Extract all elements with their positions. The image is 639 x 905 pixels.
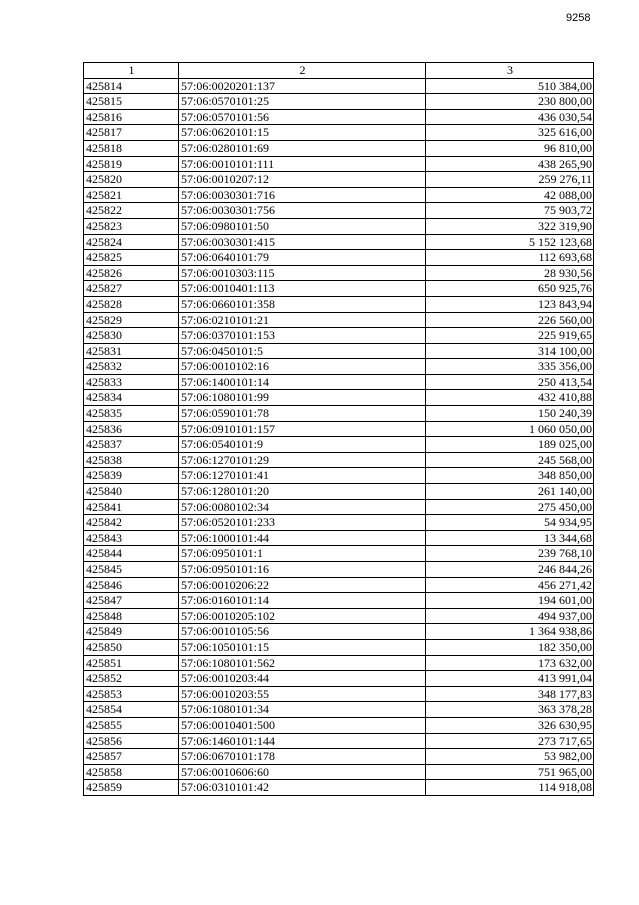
value-cell: 413 991,04 (426, 671, 594, 687)
row-number-cell: 425818 (84, 140, 179, 156)
table-row (84, 749, 594, 765)
row-number-cell: 425851 (84, 655, 179, 671)
value-cell: 432 410,88 (426, 390, 594, 406)
row-number-cell: 425821 (84, 187, 179, 203)
value-cell: 182 350,00 (426, 639, 594, 655)
row-number-cell: 425833 (84, 374, 179, 390)
cadastral-number-cell: 57:06:0540101:9 (179, 437, 426, 453)
row-number-cell: 425847 (84, 593, 179, 609)
cadastral-number-cell: 57:06:0020201:137 (179, 78, 426, 94)
value-cell: 225 919,65 (426, 328, 594, 344)
value-cell: 75 903,72 (426, 203, 594, 219)
table-row (84, 234, 594, 250)
value-cell: 438 265,90 (426, 156, 594, 172)
value-cell: 1 060 050,00 (426, 421, 594, 437)
row-number-cell: 425827 (84, 281, 179, 297)
column-header-2: 2 (179, 63, 426, 79)
cadastral-number-cell: 57:06:0370101:153 (179, 328, 426, 344)
row-number-cell: 425826 (84, 265, 179, 281)
table-row (84, 343, 594, 359)
value-cell: 13 344,68 (426, 530, 594, 546)
row-number-cell: 425823 (84, 218, 179, 234)
table-row (84, 187, 594, 203)
row-number-cell: 425814 (84, 78, 179, 94)
row-number-cell: 425817 (84, 125, 179, 141)
cadastral-number-cell: 57:06:0640101:79 (179, 250, 426, 266)
table-row (84, 608, 594, 624)
value-cell: 239 768,10 (426, 546, 594, 562)
row-number-cell: 425816 (84, 109, 179, 125)
value-cell: 436 030,54 (426, 109, 594, 125)
row-number-cell: 425854 (84, 702, 179, 718)
row-number-cell: 425822 (84, 203, 179, 219)
cadastral-number-cell: 57:06:0670101:178 (179, 749, 426, 765)
table-row (84, 686, 594, 702)
row-number-cell: 425846 (84, 577, 179, 593)
table-row (84, 218, 594, 234)
value-cell: 53 982,00 (426, 749, 594, 765)
value-cell: 510 384,00 (426, 78, 594, 94)
value-cell: 173 632,00 (426, 655, 594, 671)
table-row (84, 671, 594, 687)
cadastral-number-cell: 57:06:1270101:29 (179, 452, 426, 468)
value-cell: 325 616,00 (426, 125, 594, 141)
table-row (84, 172, 594, 188)
value-cell: 494 937,00 (426, 608, 594, 624)
table-row (84, 764, 594, 780)
cadastral-number-cell: 57:06:0950101:16 (179, 562, 426, 578)
cadastral-number-cell: 57:06:0010303:115 (179, 265, 426, 281)
value-cell: 150 240,39 (426, 406, 594, 422)
cadastral-number-cell: 57:06:0010105:56 (179, 624, 426, 640)
row-number-cell: 425856 (84, 733, 179, 749)
row-number-cell: 425843 (84, 530, 179, 546)
row-number-cell: 425840 (84, 484, 179, 500)
row-number-cell: 425849 (84, 624, 179, 640)
row-number-cell: 425838 (84, 452, 179, 468)
table-row (84, 452, 594, 468)
value-cell: 348 177,83 (426, 686, 594, 702)
table-row (84, 374, 594, 390)
value-cell: 114 918,08 (426, 780, 594, 796)
cadastral-number-cell: 57:06:1460101:144 (179, 733, 426, 749)
table-row (84, 281, 594, 297)
table-row (84, 484, 594, 500)
table-row (84, 515, 594, 531)
cadastral-number-cell: 57:06:0910101:157 (179, 421, 426, 437)
table-row (84, 265, 594, 281)
row-number-cell: 425831 (84, 343, 179, 359)
row-number-cell: 425828 (84, 296, 179, 312)
row-number-cell: 425837 (84, 437, 179, 453)
cadastral-number-cell: 57:06:1280101:20 (179, 484, 426, 500)
value-cell: 96 810,00 (426, 140, 594, 156)
table-row (84, 530, 594, 546)
cadastral-number-cell: 57:06:0010101:111 (179, 156, 426, 172)
cadastral-number-cell: 57:06:1080101:99 (179, 390, 426, 406)
table-row (84, 733, 594, 749)
row-number-cell: 425857 (84, 749, 179, 765)
value-cell: 28 930,56 (426, 265, 594, 281)
value-cell: 189 025,00 (426, 437, 594, 453)
value-cell: 259 276,11 (426, 172, 594, 188)
table-row (84, 655, 594, 671)
table-row (84, 780, 594, 796)
value-cell: 261 140,00 (426, 484, 594, 500)
table-header-row (84, 63, 594, 79)
table-row (84, 312, 594, 328)
cadastral-number-cell: 57:06:0010401:500 (179, 717, 426, 733)
cadastral-number-cell: 57:06:0520101:233 (179, 515, 426, 531)
row-number-cell: 425858 (84, 764, 179, 780)
value-cell: 245 568,00 (426, 452, 594, 468)
row-number-cell: 425859 (84, 780, 179, 796)
cadastral-number-cell: 57:06:0660101:358 (179, 296, 426, 312)
cadastral-number-cell: 57:06:0010606:60 (179, 764, 426, 780)
table-row (84, 546, 594, 562)
value-cell: 348 850,00 (426, 468, 594, 484)
row-number-cell: 425820 (84, 172, 179, 188)
table-row (84, 78, 594, 94)
value-cell: 363 378,28 (426, 702, 594, 718)
table-row (84, 702, 594, 718)
row-number-cell: 425848 (84, 608, 179, 624)
cadastral-number-cell: 57:06:0010203:44 (179, 671, 426, 687)
row-number-cell: 425815 (84, 94, 179, 110)
value-cell: 273 717,65 (426, 733, 594, 749)
cadastral-number-cell: 57:06:0980101:50 (179, 218, 426, 234)
table-row (84, 421, 594, 437)
row-number-cell: 425855 (84, 717, 179, 733)
cadastral-number-cell: 57:06:0620101:15 (179, 125, 426, 141)
row-number-cell: 425829 (84, 312, 179, 328)
cadastral-number-cell: 57:06:1050101:15 (179, 639, 426, 655)
row-number-cell: 425852 (84, 671, 179, 687)
table-row (84, 109, 594, 125)
column-header-1: 1 (84, 63, 179, 79)
row-number-cell: 425853 (84, 686, 179, 702)
value-cell: 250 413,54 (426, 374, 594, 390)
table-row (84, 639, 594, 655)
cadastral-number-cell: 57:06:1270101:41 (179, 468, 426, 484)
cadastral-number-cell: 57:06:0210101:21 (179, 312, 426, 328)
row-number-cell: 425835 (84, 406, 179, 422)
value-cell: 456 271,42 (426, 577, 594, 593)
row-number-cell: 425824 (84, 234, 179, 250)
table-row (84, 624, 594, 640)
cadastral-number-cell: 57:06:0030301:756 (179, 203, 426, 219)
table-body (84, 78, 594, 795)
row-number-cell: 425830 (84, 328, 179, 344)
page-number: 9258 (566, 12, 591, 24)
cadastral-number-cell: 57:06:0080102:34 (179, 499, 426, 515)
value-cell: 5 152 123,68 (426, 234, 594, 250)
table-row (84, 359, 594, 375)
row-number-cell: 425832 (84, 359, 179, 375)
value-cell: 112 693,68 (426, 250, 594, 266)
cadastral-number-cell: 57:06:0030301:415 (179, 234, 426, 250)
cadastral-number-cell: 57:06:0570101:56 (179, 109, 426, 125)
table-row (84, 577, 594, 593)
table-row (84, 328, 594, 344)
table-row (84, 140, 594, 156)
value-cell: 275 450,00 (426, 499, 594, 515)
cadastral-number-cell: 57:06:0010401:113 (179, 281, 426, 297)
row-number-cell: 425839 (84, 468, 179, 484)
value-cell: 194 601,00 (426, 593, 594, 609)
value-cell: 650 925,76 (426, 281, 594, 297)
value-cell: 226 560,00 (426, 312, 594, 328)
table-row (84, 437, 594, 453)
cadastral-number-cell: 57:06:0010102:16 (179, 359, 426, 375)
registry-table (83, 62, 594, 796)
table-row (84, 499, 594, 515)
value-cell: 314 100,00 (426, 343, 594, 359)
value-cell: 230 800,00 (426, 94, 594, 110)
value-cell: 326 630,95 (426, 717, 594, 733)
row-number-cell: 425836 (84, 421, 179, 437)
cadastral-number-cell: 57:06:0010206:22 (179, 577, 426, 593)
value-cell: 322 319,90 (426, 218, 594, 234)
table-row (84, 296, 594, 312)
cadastral-number-cell: 57:06:0280101:69 (179, 140, 426, 156)
cadastral-number-cell: 57:06:0950101:1 (179, 546, 426, 562)
cadastral-number-cell: 57:06:0010207:12 (179, 172, 426, 188)
table-row (84, 562, 594, 578)
value-cell: 246 844,26 (426, 562, 594, 578)
row-number-cell: 425841 (84, 499, 179, 515)
row-number-cell: 425844 (84, 546, 179, 562)
table-row (84, 203, 594, 219)
cadastral-number-cell: 57:06:0310101:42 (179, 780, 426, 796)
row-number-cell: 425850 (84, 639, 179, 655)
value-cell: 42 088,00 (426, 187, 594, 203)
cadastral-number-cell: 57:06:1400101:14 (179, 374, 426, 390)
value-cell: 1 364 938,86 (426, 624, 594, 640)
cadastral-number-cell: 57:06:1000101:44 (179, 530, 426, 546)
table-row (84, 468, 594, 484)
row-number-cell: 425825 (84, 250, 179, 266)
cadastral-number-cell: 57:06:0570101:25 (179, 94, 426, 110)
table-row (84, 406, 594, 422)
column-header-3: 3 (426, 63, 594, 79)
cadastral-number-cell: 57:06:0010205:102 (179, 608, 426, 624)
table-row (84, 156, 594, 172)
cadastral-number-cell: 57:06:0590101:78 (179, 406, 426, 422)
row-number-cell: 425842 (84, 515, 179, 531)
cadastral-number-cell: 57:06:0030301:716 (179, 187, 426, 203)
cadastral-number-cell: 57:06:0010203:55 (179, 686, 426, 702)
table-row (84, 94, 594, 110)
row-number-cell: 425834 (84, 390, 179, 406)
table-row (84, 717, 594, 733)
value-cell: 123 843,94 (426, 296, 594, 312)
cadastral-number-cell: 57:06:1080101:562 (179, 655, 426, 671)
value-cell: 54 934,95 (426, 515, 594, 531)
table-row (84, 250, 594, 266)
row-number-cell: 425819 (84, 156, 179, 172)
value-cell: 751 965,00 (426, 764, 594, 780)
cadastral-number-cell: 57:06:1080101:34 (179, 702, 426, 718)
value-cell: 335 356,00 (426, 359, 594, 375)
table-row (84, 390, 594, 406)
table-row (84, 125, 594, 141)
table-row (84, 593, 594, 609)
cadastral-number-cell: 57:06:0160101:14 (179, 593, 426, 609)
row-number-cell: 425845 (84, 562, 179, 578)
cadastral-number-cell: 57:06:0450101:5 (179, 343, 426, 359)
